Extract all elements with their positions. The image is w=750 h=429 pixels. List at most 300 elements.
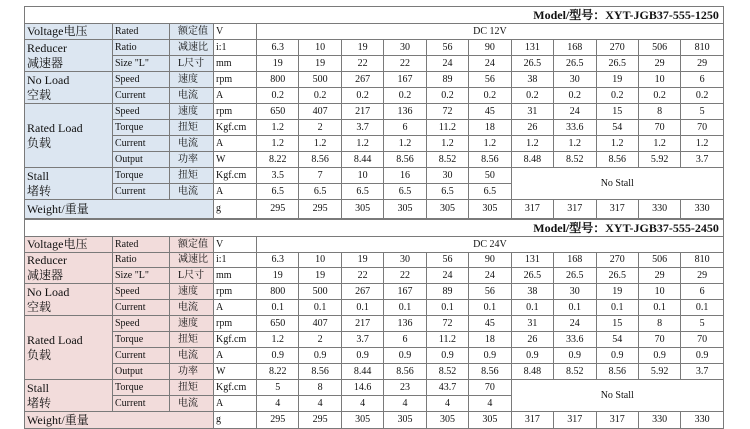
weight-value: 305 bbox=[341, 200, 383, 219]
stall-torque-value: 7 bbox=[299, 168, 341, 184]
size-value: 26.5 bbox=[596, 56, 638, 72]
stall-current-value: 4 bbox=[469, 396, 511, 412]
size-value: 29 bbox=[638, 56, 680, 72]
torque-unit: Kgf.cm bbox=[214, 120, 257, 136]
rated-torque-value: 18 bbox=[469, 120, 511, 136]
reducer-label-en: Reducer bbox=[27, 40, 67, 55]
ratio-value: 90 bbox=[469, 253, 511, 268]
rated-speed-value: 407 bbox=[299, 316, 341, 332]
rated-current-value: 1.2 bbox=[469, 136, 511, 152]
rated-output-value: 8.56 bbox=[596, 152, 638, 168]
current-cn-label: 电流 bbox=[170, 300, 214, 316]
table-row bbox=[25, 412, 724, 429]
rated-output-value: 8.44 bbox=[341, 364, 383, 380]
speed-unit: rpm bbox=[214, 316, 257, 332]
rated-speed-value: 407 bbox=[299, 104, 341, 120]
ratio-value: 506 bbox=[638, 40, 680, 56]
rated-speed-value: 15 bbox=[596, 316, 638, 332]
rated-torque-value: 6 bbox=[384, 120, 426, 136]
reducer-label bbox=[25, 40, 113, 72]
rated-torque-value: 11.2 bbox=[426, 120, 468, 136]
rated-current-value: 1.2 bbox=[511, 136, 553, 152]
rated-torque-value: 70 bbox=[681, 332, 723, 348]
voltage-value: DC 24V bbox=[257, 237, 724, 253]
stall-current-value: 6.5 bbox=[469, 184, 511, 200]
stall-label-cn: 堵转 bbox=[27, 183, 52, 198]
rated-speed-value: 24 bbox=[554, 104, 596, 120]
current-unit: A bbox=[214, 348, 257, 364]
size-value: 19 bbox=[257, 56, 299, 72]
size-value: 19 bbox=[299, 56, 341, 72]
stall-torque-value: 16 bbox=[384, 168, 426, 184]
table-row bbox=[25, 268, 724, 284]
size-value: 24 bbox=[469, 268, 511, 284]
rated-speed-value: 15 bbox=[596, 104, 638, 120]
noload-speed-value: 56 bbox=[469, 284, 511, 300]
stall-current-value: 6.5 bbox=[426, 184, 468, 200]
noload-speed-value: 267 bbox=[341, 284, 383, 300]
torque-cn-label: 扭矩 bbox=[170, 120, 214, 136]
table-row bbox=[25, 88, 724, 104]
spec-table-12v bbox=[24, 6, 724, 219]
stall-torque-value: 50 bbox=[469, 168, 511, 184]
noload-speed-value: 19 bbox=[596, 72, 638, 88]
table-row bbox=[25, 316, 724, 332]
rated-speed-value: 8 bbox=[638, 316, 680, 332]
rated-current-value: 1.2 bbox=[554, 136, 596, 152]
weight-value: 330 bbox=[681, 200, 723, 219]
weight-value: 305 bbox=[384, 200, 426, 219]
stall-label bbox=[25, 168, 113, 200]
ratio-cn-label: 减速比 bbox=[170, 253, 214, 268]
noload-current-value: 0.1 bbox=[257, 300, 299, 316]
size-value: 26.5 bbox=[596, 268, 638, 284]
noload-speed-value: 500 bbox=[299, 284, 341, 300]
speed-cn-label: 速度 bbox=[170, 316, 214, 332]
noload-label-en: No Load bbox=[27, 72, 70, 87]
noload-speed-value: 30 bbox=[554, 72, 596, 88]
rated-output-value: 5.92 bbox=[638, 152, 680, 168]
rated-current-value: 1.2 bbox=[384, 136, 426, 152]
rated-speed-value: 136 bbox=[384, 316, 426, 332]
size-value: 29 bbox=[681, 268, 723, 284]
current-label: Current bbox=[113, 300, 170, 316]
noload-current-value: 0.1 bbox=[554, 300, 596, 316]
noload-current-value: 0.2 bbox=[511, 88, 553, 104]
table-row bbox=[25, 56, 724, 72]
noload-label-en: No Load bbox=[27, 284, 70, 299]
ratio-value: 30 bbox=[384, 40, 426, 56]
rated-speed-value: 31 bbox=[511, 316, 553, 332]
noload-current-value: 0.1 bbox=[511, 300, 553, 316]
rated-torque-value: 3.7 bbox=[341, 120, 383, 136]
rated-torque-value: 54 bbox=[596, 332, 638, 348]
ratio-unit: i:1 bbox=[214, 40, 257, 56]
rated-speed-value: 217 bbox=[341, 104, 383, 120]
table-row bbox=[25, 284, 724, 300]
size-value: 22 bbox=[384, 268, 426, 284]
rated-output-value: 8.56 bbox=[469, 152, 511, 168]
current-unit: A bbox=[214, 88, 257, 104]
stall-current-value: 4 bbox=[384, 396, 426, 412]
speed-label: Speed bbox=[113, 284, 170, 300]
weight-unit: g bbox=[214, 200, 257, 219]
weight-value: 305 bbox=[384, 412, 426, 429]
rated-current-value: 1.2 bbox=[638, 136, 680, 152]
speed-unit: rpm bbox=[214, 284, 257, 300]
noload-current-value: 0.1 bbox=[426, 300, 468, 316]
rated-current-value: 0.9 bbox=[426, 348, 468, 364]
torque-unit: Kgf.cm bbox=[214, 168, 257, 184]
reducer-label-en: Reducer bbox=[27, 253, 67, 267]
ratio-value: 19 bbox=[341, 40, 383, 56]
table-row bbox=[25, 120, 724, 136]
ratio-value: 10 bbox=[299, 40, 341, 56]
noload-speed-value: 38 bbox=[511, 72, 553, 88]
weight-value: 295 bbox=[299, 200, 341, 219]
size-value: 26.5 bbox=[511, 268, 553, 284]
stall-label-cn: 堵转 bbox=[27, 395, 52, 410]
current-cn-label: 电流 bbox=[170, 396, 214, 412]
table-row bbox=[25, 300, 724, 316]
noload-speed-value: 10 bbox=[638, 72, 680, 88]
size-value: 22 bbox=[341, 268, 383, 284]
current-label: Current bbox=[113, 184, 170, 200]
model-title: Model/型号：XYT-JGB37-555-2450 bbox=[25, 220, 724, 237]
model-title: Model/型号：XYT-JGB37-555-1250 bbox=[25, 7, 724, 24]
stall-label bbox=[25, 380, 113, 412]
current-label: Current bbox=[113, 348, 170, 364]
rated-label: Rated bbox=[113, 237, 170, 253]
noload-label bbox=[25, 284, 113, 316]
noload-speed-value: 30 bbox=[554, 284, 596, 300]
table-row bbox=[25, 24, 724, 40]
current-cn-label: 电流 bbox=[170, 348, 214, 364]
torque-cn-label: 扭矩 bbox=[170, 332, 214, 348]
rated-speed-value: 136 bbox=[384, 104, 426, 120]
torque-label: Torque bbox=[113, 168, 170, 184]
size-value: 22 bbox=[384, 56, 426, 72]
size-value: 22 bbox=[341, 56, 383, 72]
noload-current-value: 0.1 bbox=[681, 300, 723, 316]
weight-value: 330 bbox=[638, 412, 680, 429]
ratio-value: 270 bbox=[596, 40, 638, 56]
rated-current-value: 1.2 bbox=[257, 136, 299, 152]
weight-value: 305 bbox=[426, 412, 468, 429]
torque-label: Torque bbox=[113, 332, 170, 348]
rated-speed-value: 45 bbox=[469, 104, 511, 120]
noload-label-cn: 空载 bbox=[27, 299, 52, 314]
weight-value: 305 bbox=[469, 200, 511, 219]
rated-output-value: 5.92 bbox=[638, 364, 680, 380]
output-label: Output bbox=[113, 152, 170, 168]
current-label: Current bbox=[113, 136, 170, 152]
speed-unit: rpm bbox=[214, 104, 257, 120]
speed-label: Speed bbox=[113, 104, 170, 120]
rated-current-value: 0.9 bbox=[681, 348, 723, 364]
reducer-label-cn: 减速器 bbox=[27, 268, 64, 282]
stall-torque-value: 5 bbox=[257, 380, 299, 396]
table-row bbox=[25, 380, 724, 396]
rated-speed-value: 45 bbox=[469, 316, 511, 332]
stall-torque-value: 23 bbox=[384, 380, 426, 396]
ratio-cn-label: 减速比 bbox=[170, 40, 214, 56]
table-row bbox=[25, 152, 724, 168]
weight-value: 317 bbox=[596, 412, 638, 429]
ratedload-label-en: Rated Load bbox=[27, 120, 83, 135]
output-unit: W bbox=[214, 152, 257, 168]
noload-current-value: 0.2 bbox=[681, 88, 723, 104]
noload-label bbox=[25, 72, 113, 104]
weight-value: 317 bbox=[511, 412, 553, 429]
stall-current-value: 6.5 bbox=[341, 184, 383, 200]
rated-speed-value: 650 bbox=[257, 104, 299, 120]
noload-speed-value: 89 bbox=[426, 72, 468, 88]
rated-speed-value: 24 bbox=[554, 316, 596, 332]
ratio-value: 168 bbox=[554, 253, 596, 268]
rated-output-value: 8.48 bbox=[511, 152, 553, 168]
ratio-value: 168 bbox=[554, 40, 596, 56]
stall-torque-value: 70 bbox=[469, 380, 511, 396]
noload-speed-value: 6 bbox=[681, 72, 723, 88]
noload-label-cn: 空载 bbox=[27, 87, 52, 102]
rated-current-value: 1.2 bbox=[426, 136, 468, 152]
voltage-label: Voltage电压 bbox=[25, 24, 113, 40]
torque-cn-label: 扭矩 bbox=[170, 168, 214, 184]
noload-current-value: 0.1 bbox=[341, 300, 383, 316]
noload-current-value: 0.2 bbox=[596, 88, 638, 104]
ratio-value: 810 bbox=[681, 40, 723, 56]
rated-current-value: 1.2 bbox=[596, 136, 638, 152]
rated-output-value: 8.56 bbox=[384, 152, 426, 168]
ratio-value: 56 bbox=[426, 253, 468, 268]
size-unit: mm bbox=[214, 268, 257, 284]
size-value: 24 bbox=[426, 268, 468, 284]
ratedload-label-en: Rated Load bbox=[27, 332, 83, 347]
table-row bbox=[25, 136, 724, 152]
noload-speed-value: 167 bbox=[384, 284, 426, 300]
noload-speed-value: 6 bbox=[681, 284, 723, 300]
rated-output-value: 8.44 bbox=[341, 152, 383, 168]
rated-output-value: 8.56 bbox=[596, 364, 638, 380]
torque-label: Torque bbox=[113, 120, 170, 136]
rated-torque-value: 33.6 bbox=[554, 332, 596, 348]
table-row bbox=[25, 72, 724, 88]
size-value: 19 bbox=[299, 268, 341, 284]
size-label: Size "L" bbox=[113, 56, 170, 72]
rated-torque-value: 26 bbox=[511, 120, 553, 136]
noload-speed-value: 800 bbox=[257, 72, 299, 88]
noload-current-value: 0.2 bbox=[426, 88, 468, 104]
weight-label: Weight/重量 bbox=[25, 412, 214, 429]
torque-unit: Kgf.cm bbox=[214, 332, 257, 348]
output-cn-label: 功率 bbox=[170, 364, 214, 380]
noload-current-value: 0.2 bbox=[384, 88, 426, 104]
rated-torque-value: 18 bbox=[469, 332, 511, 348]
rated-output-value: 8.52 bbox=[554, 364, 596, 380]
noload-speed-value: 56 bbox=[469, 72, 511, 88]
rated-torque-value: 33.6 bbox=[554, 120, 596, 136]
reducer-label-cn: 减速器 bbox=[27, 55, 64, 70]
rated-speed-value: 72 bbox=[426, 104, 468, 120]
torque-cn-label: 扭矩 bbox=[170, 380, 214, 396]
weight-value: 305 bbox=[469, 412, 511, 429]
speed-cn-label: 速度 bbox=[170, 72, 214, 88]
rated-speed-value: 650 bbox=[257, 316, 299, 332]
speed-label: Speed bbox=[113, 316, 170, 332]
rated-current-value: 0.9 bbox=[257, 348, 299, 364]
voltage-value: DC 12V bbox=[257, 24, 724, 40]
table-row bbox=[25, 220, 724, 237]
rated-output-value: 8.52 bbox=[426, 152, 468, 168]
noload-speed-value: 19 bbox=[596, 284, 638, 300]
weight-value: 317 bbox=[596, 200, 638, 219]
voltage-label: Voltage电压 bbox=[25, 237, 113, 253]
noload-speed-value: 89 bbox=[426, 284, 468, 300]
size-value: 29 bbox=[638, 268, 680, 284]
ratio-value: 90 bbox=[469, 40, 511, 56]
speed-cn-label: 速度 bbox=[170, 104, 214, 120]
rated-current-value: 0.9 bbox=[299, 348, 341, 364]
noload-speed-value: 167 bbox=[384, 72, 426, 88]
torque-unit: Kgf.cm bbox=[214, 380, 257, 396]
ratio-value: 270 bbox=[596, 253, 638, 268]
ratio-value: 30 bbox=[384, 253, 426, 268]
spec-table-12v-container bbox=[24, 6, 723, 219]
ratio-value: 19 bbox=[341, 253, 383, 268]
rated-output-value: 3.7 bbox=[681, 364, 723, 380]
size-value: 26.5 bbox=[554, 56, 596, 72]
current-cn-label: 电流 bbox=[170, 88, 214, 104]
speed-unit: rpm bbox=[214, 72, 257, 88]
rated-current-value: 0.9 bbox=[469, 348, 511, 364]
ratio-value: 810 bbox=[681, 253, 723, 268]
rated-output-value: 8.52 bbox=[426, 364, 468, 380]
speed-cn-label: 速度 bbox=[170, 284, 214, 300]
no-stall-note: No Stall bbox=[511, 380, 723, 412]
weight-value: 305 bbox=[341, 412, 383, 429]
rated-speed-value: 72 bbox=[426, 316, 468, 332]
stall-current-value: 4 bbox=[257, 396, 299, 412]
stall-current-value: 4 bbox=[426, 396, 468, 412]
current-unit: A bbox=[214, 136, 257, 152]
weight-value: 317 bbox=[554, 412, 596, 429]
size-cn-label: L尺寸 bbox=[170, 56, 214, 72]
rated-output-value: 8.56 bbox=[299, 364, 341, 380]
noload-current-value: 0.1 bbox=[596, 300, 638, 316]
rated-output-value: 8.52 bbox=[554, 152, 596, 168]
size-value: 24 bbox=[469, 56, 511, 72]
table-row bbox=[25, 237, 724, 253]
current-unit: A bbox=[214, 396, 257, 412]
rated-speed-value: 5 bbox=[681, 104, 723, 120]
rated-current-value: 0.9 bbox=[554, 348, 596, 364]
rated-cn-label: 额定值 bbox=[170, 24, 214, 40]
rated-current-value: 0.9 bbox=[511, 348, 553, 364]
current-label: Current bbox=[113, 396, 170, 412]
rated-output-value: 3.7 bbox=[681, 152, 723, 168]
table-row bbox=[25, 332, 724, 348]
noload-current-value: 0.2 bbox=[638, 88, 680, 104]
rated-output-value: 8.22 bbox=[257, 364, 299, 380]
output-cn-label: 功率 bbox=[170, 152, 214, 168]
noload-current-value: 0.2 bbox=[299, 88, 341, 104]
table-row bbox=[25, 7, 724, 24]
stall-current-value: 4 bbox=[299, 396, 341, 412]
current-label: Current bbox=[113, 88, 170, 104]
size-value: 26.5 bbox=[511, 56, 553, 72]
no-stall-note: No Stall bbox=[511, 168, 723, 200]
ratio-value: 56 bbox=[426, 40, 468, 56]
spec-table-24v bbox=[24, 219, 724, 429]
rated-torque-value: 1.2 bbox=[257, 120, 299, 136]
stall-torque-value: 10 bbox=[341, 168, 383, 184]
rated-torque-value: 2 bbox=[299, 120, 341, 136]
stall-current-value: 6.5 bbox=[257, 184, 299, 200]
ratio-value: 131 bbox=[511, 40, 553, 56]
ratedload-label bbox=[25, 316, 113, 380]
ratedload-label bbox=[25, 104, 113, 168]
weight-value: 317 bbox=[511, 200, 553, 219]
size-value: 29 bbox=[681, 56, 723, 72]
rated-current-value: 0.9 bbox=[341, 348, 383, 364]
stall-current-value: 6.5 bbox=[384, 184, 426, 200]
rated-current-value: 1.2 bbox=[299, 136, 341, 152]
weight-label: Weight/重量 bbox=[25, 200, 214, 219]
ratio-label: Ratio bbox=[113, 253, 170, 268]
weight-unit: g bbox=[214, 412, 257, 429]
rated-torque-value: 1.2 bbox=[257, 332, 299, 348]
reducer-label bbox=[25, 253, 113, 284]
rated-torque-value: 2 bbox=[299, 332, 341, 348]
torque-label: Torque bbox=[113, 380, 170, 396]
table-row bbox=[25, 253, 724, 268]
size-value: 26.5 bbox=[554, 268, 596, 284]
current-unit: A bbox=[214, 184, 257, 200]
weight-value: 305 bbox=[426, 200, 468, 219]
noload-speed-value: 500 bbox=[299, 72, 341, 88]
weight-value: 330 bbox=[681, 412, 723, 429]
ratio-label: Ratio bbox=[113, 40, 170, 56]
weight-value: 295 bbox=[257, 200, 299, 219]
noload-current-value: 0.2 bbox=[341, 88, 383, 104]
rated-torque-value: 11.2 bbox=[426, 332, 468, 348]
size-value: 19 bbox=[257, 268, 299, 284]
noload-current-value: 0.1 bbox=[469, 300, 511, 316]
stall-label-en: Stall bbox=[27, 168, 50, 183]
noload-speed-value: 10 bbox=[638, 284, 680, 300]
weight-value: 295 bbox=[299, 412, 341, 429]
rated-torque-value: 6 bbox=[384, 332, 426, 348]
noload-current-value: 0.2 bbox=[554, 88, 596, 104]
noload-current-value: 0.2 bbox=[469, 88, 511, 104]
rated-current-value: 1.2 bbox=[341, 136, 383, 152]
rated-current-value: 1.2 bbox=[681, 136, 723, 152]
size-unit: mm bbox=[214, 56, 257, 72]
rated-output-value: 8.56 bbox=[299, 152, 341, 168]
stall-torque-value: 43.7 bbox=[426, 380, 468, 396]
ratio-unit: i:1 bbox=[214, 253, 257, 268]
size-cn-label: L尺寸 bbox=[170, 268, 214, 284]
rated-output-value: 8.48 bbox=[511, 364, 553, 380]
table-row bbox=[25, 348, 724, 364]
rated-output-value: 8.56 bbox=[384, 364, 426, 380]
spec-table-24v-container bbox=[24, 219, 723, 429]
rated-label: Rated bbox=[113, 24, 170, 40]
rated-torque-value: 26 bbox=[511, 332, 553, 348]
rated-output-value: 8.22 bbox=[257, 152, 299, 168]
noload-current-value: 0.1 bbox=[384, 300, 426, 316]
